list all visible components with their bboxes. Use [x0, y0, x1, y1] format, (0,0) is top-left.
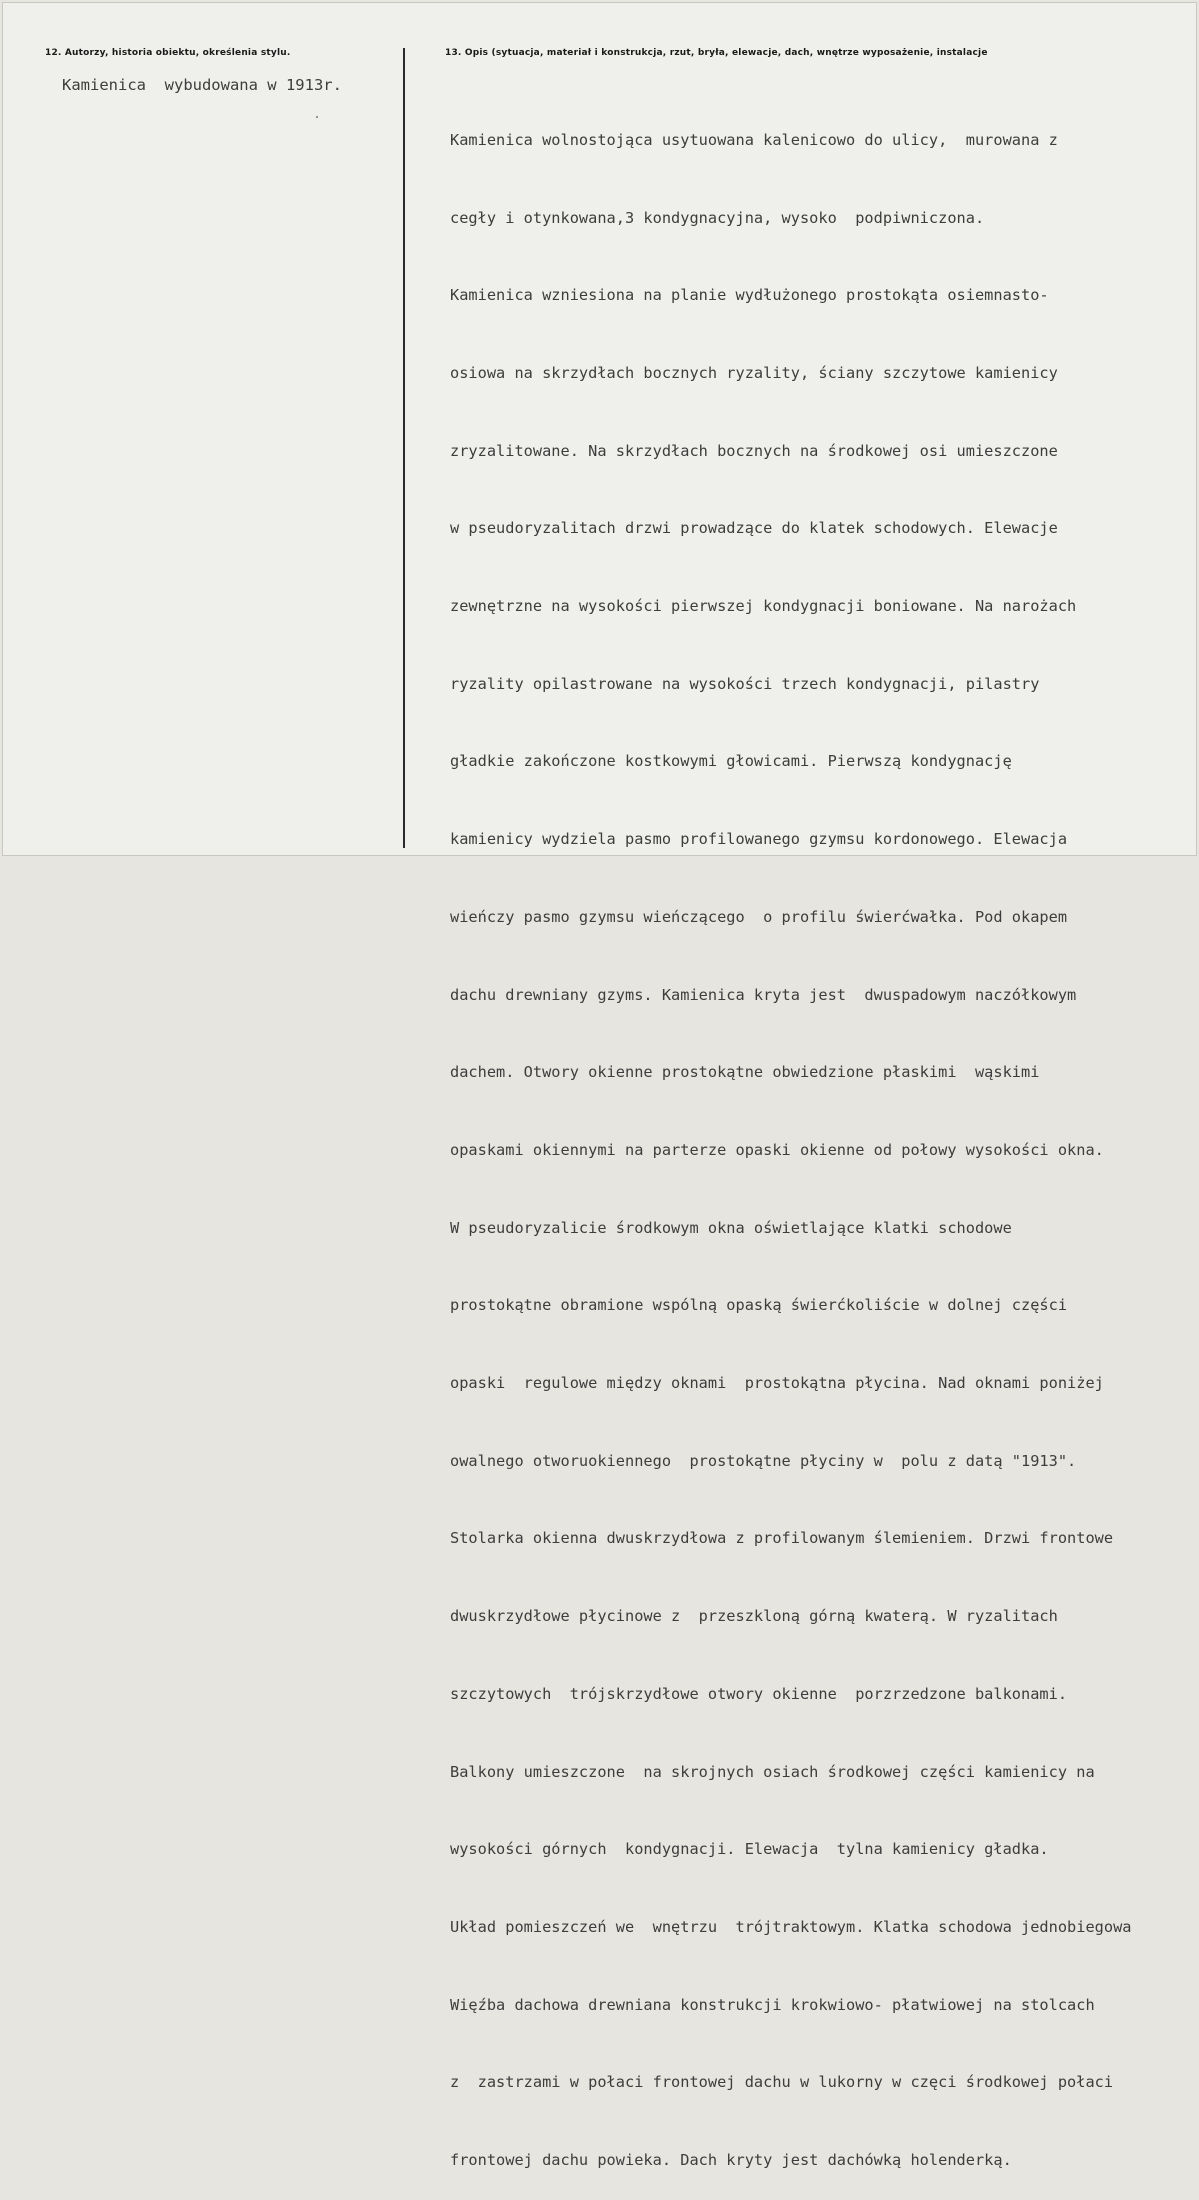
section-12-text: Kamienica wybudowana w 1913r.	[62, 76, 342, 94]
paper-speck	[316, 116, 318, 118]
body-line: kamienicy wydziela pasmo profilowanego gzymsu kordonowego. Elewacja	[450, 830, 1068, 849]
body-line: Układ pomieszczeń we wnętrzu trójtraktowym. Klatka schodowa jednobiegowa	[450, 1917, 1132, 1936]
body-line: frontowej dachu powieka. Dach kryty jest dachówką holenderką.	[450, 2151, 1012, 2170]
body-line: Kamienica wzniesiona na planie wydłużonego prostokąta osiemnasto-	[450, 286, 1049, 305]
body-line: w pseudoryzalitach drzwi prowadzące do klatek schodowych. Elewacje	[450, 519, 1058, 538]
body-line: wieńczy pasmo gzymsu wieńczącego o profilu świerćwałka. Pod okapem	[450, 907, 1068, 926]
body-line: Balkony umieszczone na skrojnych osiach środkowej części kamienicy na	[450, 1762, 1095, 1781]
section-13-body	[450, 76, 1132, 2200]
section-13-heading: 13. Opis (sytuacja, materiał i konstrukcja, rzut, bryła, elewacje, dach, wnętrze wyposażenie, instalacje	[445, 48, 988, 58]
body-line: wysokości górnych kondygnacji. Elewacja tylna kamienicy gładka.	[450, 1840, 1049, 1859]
body-line: osiowa na skrzydłach bocznych ryzality, ściany szczytowe kamienicy	[450, 363, 1058, 382]
body-line: Więźba dachowa drewniana konstrukcji krokwiowo- płatwiowej na stolcach	[450, 1995, 1095, 2014]
column-divider	[403, 48, 405, 848]
body-line: cegły i otynkowana,3 kondygnacyjna, wysoko podpiwniczona.	[450, 208, 985, 227]
body-line: dachem. Otwory okienne prostokątne obwiedzione płaskimi wąskimi	[450, 1063, 1040, 1082]
body-line: szczytowych trójskrzydłowe otwory okienne porzrzedzone balkonami.	[450, 1684, 1068, 1703]
body-line: z zastrzami w połaci frontowej dachu w lukorny w częci środkowej połaci	[450, 2073, 1114, 2092]
body-line: zryzalitowane. Na skrzydłach bocznych na środkowej osi umieszczone	[450, 441, 1058, 460]
body-line: Kamienica wolnostojąca usytuowana kalenicowo do ulicy, murowana z	[450, 130, 1058, 149]
body-line: Stolarka okienna dwuskrzydłowa z profilowanym ślemieniem. Drzwi frontowe	[450, 1529, 1114, 1548]
section-12-heading: 12. Autorzy, historia obiektu, określenia stylu.	[45, 48, 291, 58]
body-line: zewnętrzne na wysokości pierwszej kondygnacji boniowane. Na narożach	[450, 597, 1077, 616]
body-line: opaskami okiennymi na parterze opaski okienne od połowy wysokości okna.	[450, 1140, 1104, 1159]
body-line: prostokątne obramione wspólną opaską świerćkoliście w dolnej części	[450, 1296, 1068, 1315]
body-line: gładkie zakończone kostkowymi głowicami. Pierwszą kondygnację	[450, 752, 1012, 771]
body-line: dachu drewniany gzyms. Kamienica kryta jest dwuspadowym naczółkowym	[450, 985, 1077, 1004]
body-line: W pseudoryzalicie środkowym okna oświetlające klatki schodowe	[450, 1218, 1012, 1237]
body-line: dwuskrzydłowe płycinowe z przeszkloną górną kwaterą. W ryzalitach	[450, 1607, 1058, 1626]
body-line: ryzality opilastrowane na wysokości trzech kondygnacji, pilastry	[450, 674, 1040, 693]
body-line: owalnego otworuokiennego prostokątne płyciny w polu z datą "1913".	[450, 1451, 1077, 1470]
body-line: opaski regulowe między oknami prostokątna płycina. Nad oknami poniżej	[450, 1374, 1104, 1393]
